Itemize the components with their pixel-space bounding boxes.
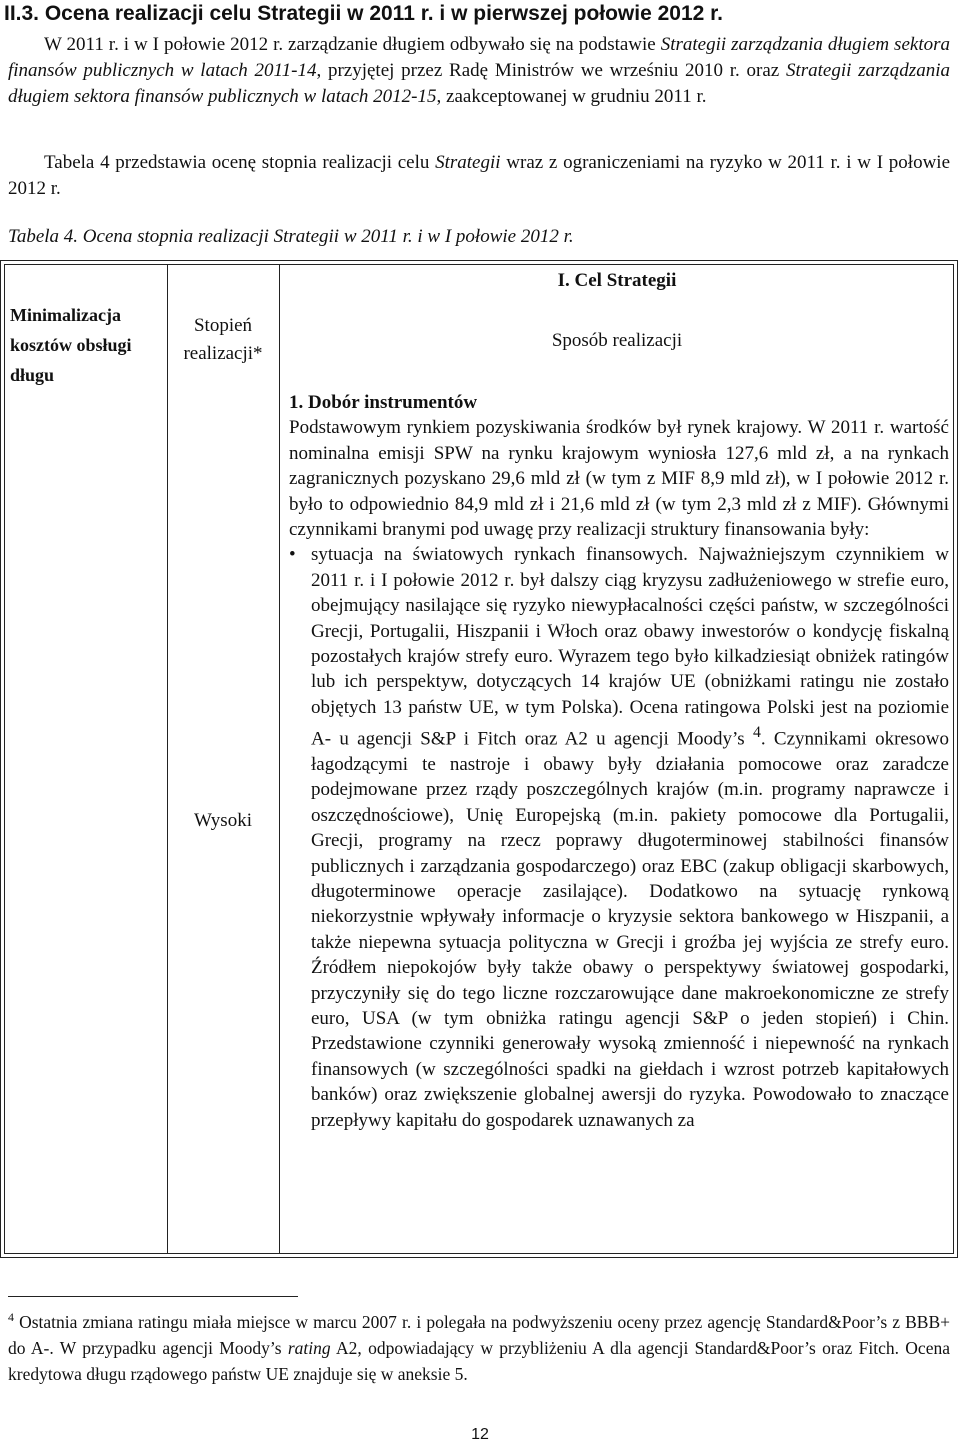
footnote-text-1: Ostatnia zmiana ratingu miała miejsce w marcu 2007 r. i polegała na podwyższeniu oceny przez agencję Standard&Poor’s z BBB+ do A-. W przypadku agencji Moody’s	[8, 1311, 950, 1358]
page-number: 12	[471, 1426, 489, 1443]
table-intro-text-1: Tabela 4 przedstawia ocenę stopnia realizacji celu	[44, 152, 436, 173]
intro-paragraph	[8, 32, 950, 110]
footnote-number: 4	[8, 1310, 14, 1324]
implementation-method-header: Sposób realizacji	[551, 330, 683, 351]
table-intro-paragraph	[8, 150, 950, 202]
table-column-divider-1	[167, 264, 168, 1254]
completion-degree-header: Stopień realizacji*	[183, 315, 263, 364]
table-caption: Tabela 4. Ocena stopnia realizacji Strategii w 2011 r. i w I połowie 2012 r.	[8, 226, 574, 247]
intro-text-3: , zaakceptowanej w grudniu 2011 r.	[436, 86, 707, 107]
strategy-title-2012-15: Strategii zarządzania długiem sektora finansów publicznych w latach 2012-15	[8, 60, 950, 107]
section-heading: II.3. Ocena realizacji celu Strategii w 2011 r. i w pierwszej połowie 2012 r.	[4, 2, 724, 25]
footnote-separator	[8, 1296, 298, 1297]
footnote-text-2: A2, odpowiadający w przybliżeniu A dla agencji Standard&Poor’s oraz Fitch. Ocena kredytowa długu rządowego państw UE znajduje się w aneksie 5.	[8, 1337, 950, 1384]
strategy-word: Strategii	[435, 152, 501, 173]
funding-sources-text: Podstawowym rynkiem pozyskiwania środków był rynek krajowy. W 2011 r. wartość nominalna emisji SPW na rynku krajowym wyniosła 127,6 mld zł, a na rynkach zagranicznych pozyskano 29,6 mld zł (w tym z MIF 8,9 mld zł), w I połowie 2012 r. było to odpowiednio 84,9 mld zł i 21,6 mld zł (w tym 2,3 mld zł z MIF). Głównymi czynnikami branymi pod uwagę przy realizacji struktury finansowania były:	[289, 417, 949, 541]
intro-text-1: W 2011 r. i w I połowie 2012 r. zarządzanie długiem odbywało się na podstawie	[44, 34, 661, 55]
footnote-ref[interactable]: 4	[752, 724, 761, 742]
market-situation-bullet	[289, 542, 949, 1133]
intro-text-2: , przyjętej przez Radę Ministrów we wrześniu 2010 r. oraz	[316, 60, 786, 81]
strategy-title-2011-14: Strategii zarządzania długiem sektora finansów publicznych w latach 2011-14	[8, 34, 950, 81]
footnote	[8, 1304, 950, 1387]
goal-name-cell: Minimalizacja kosztów obsługi długu	[10, 305, 132, 385]
completion-rating-value: Wysoki	[194, 810, 252, 831]
bullet-icon: •	[289, 544, 296, 566]
strategy-goal-header: I. Cel Strategii	[557, 270, 677, 291]
instrument-selection-subheading: 1. Dobór instrumentów	[289, 392, 478, 413]
bullet-text-part-1: sytuacja na światowych rynkach finansowych. Najważniejszym czynnikiem w 2011 r. i I połowie 2012 r. był dalszy ciąg kryzysu zadłużeniowego w strefie euro, obejmujący nasilające się ryzyko niewypłacalności części państw, w szczególności Grecji, Portugalii, Hiszpanii i Włoch oraz obawy inwestorów o kondycję fiskalną pozostałych krajów strefy euro. Wyrazem tego było kilkadziesiąt obniżek ratingów lub ich perspektyw, dotyczących 14 krajów UE (obniżkami ratingu nie zostało objętych 13 państw UE, w tym Polska). Ocena ratingowa Polski jest na poziomie A- u agencji S&P i Fitch oraz A2 u agencji Moody’s	[311, 544, 949, 750]
footnote-rating-word: rating	[287, 1337, 331, 1358]
implementation-description	[289, 390, 949, 1133]
table-intro-text-2: wraz z ograniczeniami na ryzyko w 2011 r. i w I połowie 2012 r.	[8, 152, 950, 199]
bullet-text-part-2: . Czynnikami okresowo łagodzącymi te nastroje i obawy były działania pomocowe oraz zaradcze podejmowane przez rządy poszczególnych krajów (m.in. programy naprawcze i oszczędnościowe), Unię Europejską (m.in. pakiety pomocowe dla Portugalii, Grecji, programy na rzecz poprawy długoterminowej stabilności finansów publicznych i zarządzania gospodarczego) oraz EBC (zakup obligacji skarbowych, długoterminowe operacje zasilające). Dodatkowo na sytuację rynkową niekorzystnie wpływały informacje o kryzysie sektora bankowego w Hiszpanii, a także niepewna sytuacja polityczna w Grecji i groźba jej wyjścia ze strefy euro. Źródłem niepokojów były także obawy o perspektywy światowej gospodarki, przyczyniły się do tego liczne rozczarowujące dane makroekonomiczne ze strefy euro, USA (w tym obniżka ratingu agencji S&P o jeden stopień) i Chin. Przedstawione czynniki generowały wysoką zmienność i niepewność na rynkach finansowych (w szczególności spadki na giełdach i wzrost potrzeb kapitałowych banków) oraz zwiększenie globalnej awersji do ryzyka. Powodowało to znaczące przepływy kapitału do gospodarek uznawanych za	[311, 728, 949, 1131]
table-column-divider-2	[279, 264, 280, 1254]
